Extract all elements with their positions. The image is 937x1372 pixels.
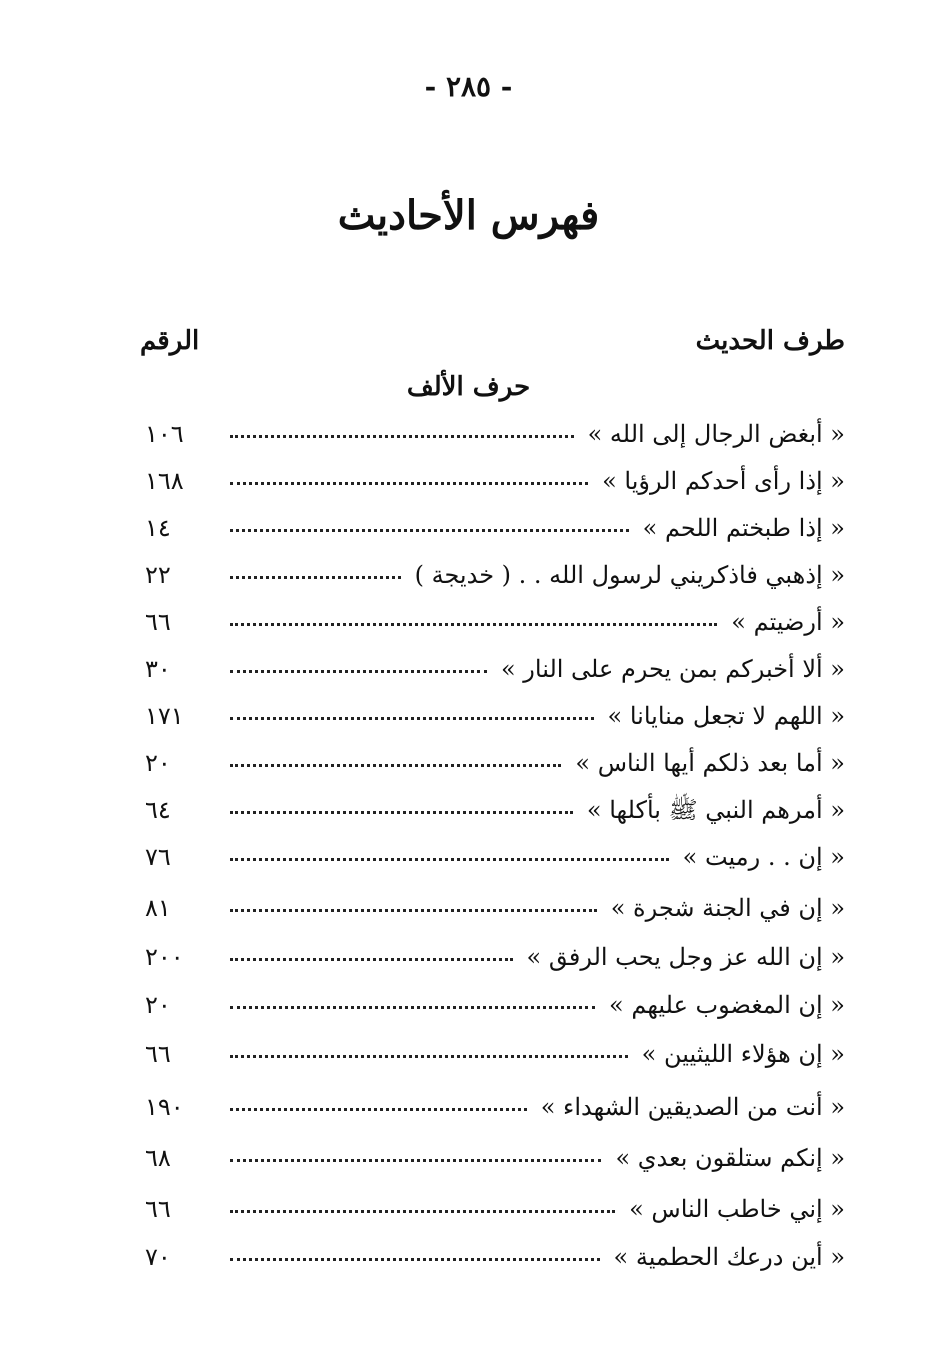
entry-text: « إن الله عز وجل يحب الرفق »	[526, 943, 845, 971]
dot-leader	[230, 670, 487, 673]
entry-number: ٢٢	[145, 561, 171, 589]
dot-leader	[230, 1108, 527, 1111]
entry-number: ١٩٠	[145, 1093, 184, 1121]
entry-number: ٣٠	[145, 655, 171, 683]
entry-text: « إن هؤلاء الليثيين »	[641, 1040, 845, 1068]
hadith-index-list	[0, 412, 937, 1312]
section-title: حرف الألف	[406, 372, 531, 402]
index-entry	[0, 506, 937, 550]
index-entry	[0, 935, 937, 979]
index-entry	[0, 1187, 937, 1231]
entry-text: « اللهم لا تجعل منايانا »	[607, 702, 845, 730]
dot-leader	[230, 435, 574, 438]
index-entry	[0, 983, 937, 1027]
entry-number: ٦٤	[145, 796, 171, 824]
entry-text: « إذهبي فاذكريني لرسول الله . . ( خديجة )	[414, 561, 845, 589]
index-entry	[0, 788, 937, 832]
dot-leader	[230, 529, 629, 532]
entry-text: « إن . . رميت »	[682, 843, 845, 871]
dot-leader	[230, 764, 561, 767]
index-entry	[0, 835, 937, 879]
entry-text: « أين درعك الحطمية »	[613, 1243, 845, 1271]
entry-text: « إن المغضوب عليهم »	[609, 991, 845, 1019]
entry-text: « ألا أخبركم بمن يحرم على النار »	[500, 655, 845, 683]
index-entry	[0, 1085, 937, 1129]
dot-leader	[230, 1159, 601, 1162]
index-entry	[0, 647, 937, 691]
entry-number: ٦٦	[145, 1195, 171, 1223]
index-entry	[0, 886, 937, 930]
entry-number: ١٤	[145, 514, 171, 542]
index-entry	[0, 741, 937, 785]
index-entry	[0, 553, 937, 597]
dot-leader	[230, 623, 717, 626]
dot-leader	[230, 1210, 615, 1213]
entry-text: « إذا طبختم اللحم »	[642, 514, 845, 542]
entry-number: ٦٦	[145, 608, 171, 636]
entry-text: « إذا رأى أحدكم الرؤيا »	[602, 467, 845, 495]
entry-number: ٨١	[145, 894, 171, 922]
entry-text: « أما بعد ذلكم أيها الناس »	[575, 749, 845, 777]
dot-leader	[230, 1055, 628, 1058]
entry-number: ٢٠	[145, 749, 171, 777]
dot-leader	[230, 482, 588, 485]
hadith-column-header: طرف الحديث	[695, 326, 845, 356]
entry-text: « أمرهم النبي ﷺ بأكلها »	[586, 796, 845, 824]
entry-text: « إنكم ستلقون بعدي »	[615, 1144, 845, 1172]
entry-number: ٢٠٠	[145, 943, 184, 971]
number-column-header: الرقم	[140, 326, 200, 356]
entry-text: « أبغض الرجال إلى الله »	[587, 420, 845, 448]
page-number: - ٢٨٥ -	[424, 70, 513, 103]
index-entry	[0, 600, 937, 644]
index-entry	[0, 1136, 937, 1180]
entry-number: ١٠٦	[145, 420, 184, 448]
entry-number: ٢٠	[145, 991, 171, 1019]
dot-leader	[230, 717, 594, 720]
dot-leader	[230, 909, 597, 912]
dot-leader	[230, 1258, 600, 1261]
page-title: فهرس الأحاديث	[337, 192, 600, 239]
entry-number: ٦٦	[145, 1040, 171, 1068]
entry-number: ١٦٨	[145, 467, 184, 495]
index-entry	[0, 412, 937, 456]
index-entry	[0, 694, 937, 738]
dot-leader	[230, 958, 513, 961]
entry-number: ١٧١	[145, 702, 184, 730]
index-entry	[0, 1032, 937, 1076]
entry-number: ٧٦	[145, 843, 171, 871]
entry-number: ٧٠	[145, 1243, 171, 1271]
entry-number: ٦٨	[145, 1144, 171, 1172]
entry-text: « إني خاطب الناس »	[629, 1195, 845, 1223]
dot-leader	[230, 811, 573, 814]
entry-text: « إن في الجنة شجرة »	[610, 894, 845, 922]
index-entry	[0, 459, 937, 503]
index-entry	[0, 1235, 937, 1279]
entry-text: « أرضيتم »	[731, 608, 845, 636]
dot-leader	[230, 858, 669, 861]
dot-leader	[230, 576, 401, 579]
dot-leader	[230, 1006, 595, 1009]
entry-text: « أنت من الصديقين الشهداء »	[540, 1093, 845, 1121]
